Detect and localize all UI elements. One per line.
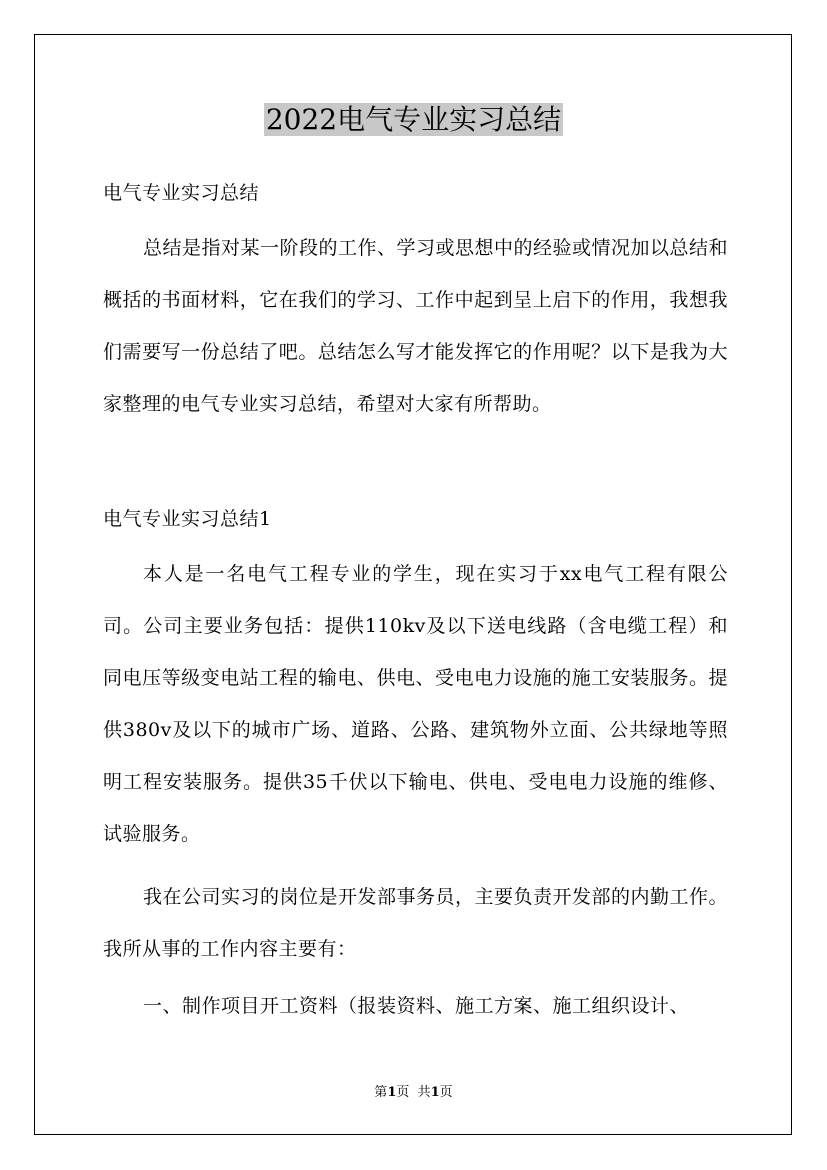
section-heading: 电气专业实习总结 [103, 182, 260, 204]
footer-page-suffix: 页 [439, 1085, 453, 1100]
page-footer [0, 1083, 827, 1103]
footer-page-number: 1 [387, 1085, 397, 1100]
intro-paragraph: 总结是指对某一阶段的工作、学习或思想中的经验或情况加以总结和概括的书面材料，它在我们的学习、工作中起到呈上启下的作用，我想我们需要写一份总结了吧。总结怎么写才能发挥它的作用呢？以下是我为大家整理的电气专业实习总结，希望对大家有所帮助。 [103, 237, 729, 415]
body-paragraph: 本人是一名电气工程专业的学生，现在实习于xx电气工程有限公司。公司主要业务包括：提供110kv及以下送电线路（含电缆工程）和同电压等级变电站工程的输电、供电、受电电力设施的施工安装服务。提供380v及以下的城市广场、道路、公路、建筑物外立面、公共绿地等照明工程安装服务。提供35千伏以下输电、供电、受电电力设施的维修、试验服务。 [103, 563, 728, 845]
document-title [0, 100, 827, 140]
footer-page-mid: 页 共 [396, 1085, 431, 1100]
body-paragraph: 我在公司实习的岗位是开发部事务员，主要负责开发部的内勤工作。我所从事的工作内容主要有： [103, 886, 729, 960]
footer-page-total: 1 [430, 1085, 440, 1100]
section-heading-1: 电气专业实习总结1 [103, 508, 272, 530]
document-title-text: 2022电气专业实习总结 [265, 103, 562, 136]
list-item: 一、制作项目开工资料（报装资料、施工方案、施工组织设计、 [143, 995, 690, 1017]
footer-page-prefix: 第 [374, 1085, 388, 1100]
